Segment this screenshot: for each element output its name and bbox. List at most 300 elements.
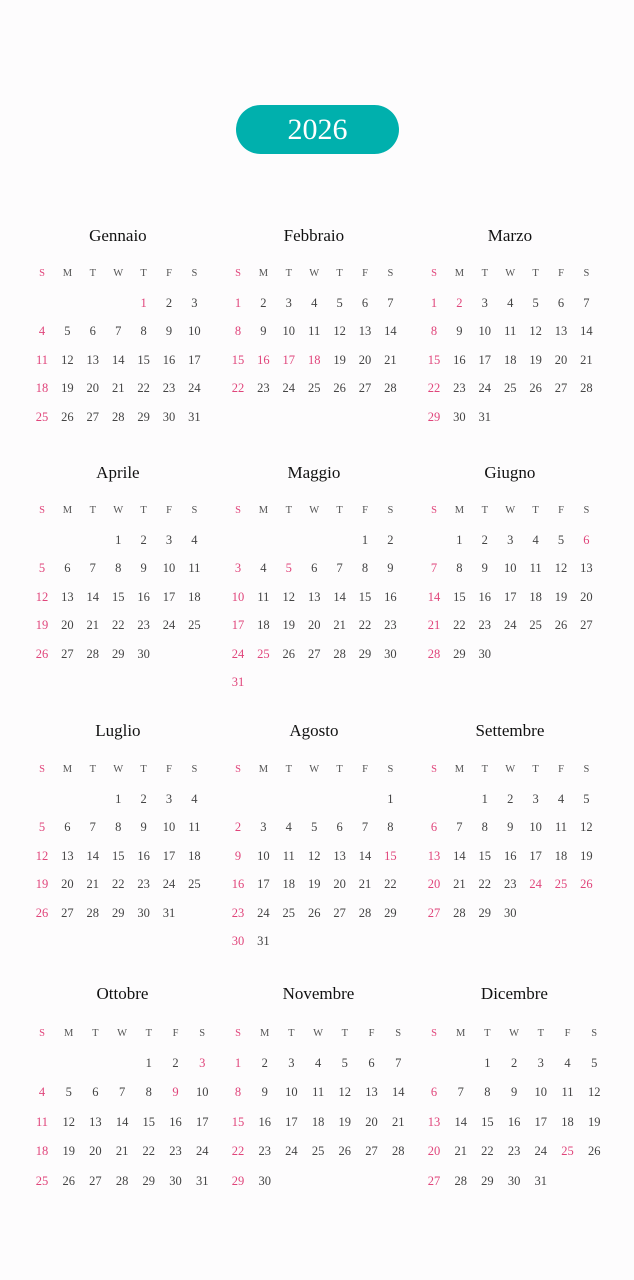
weekday-label: S — [235, 1028, 241, 1039]
day-cell: 6 — [583, 533, 590, 547]
weekday-label: W — [509, 1028, 520, 1039]
day-cell: 23 — [453, 381, 466, 396]
day-cell: 16 — [162, 352, 176, 367]
day-cell: 3 — [481, 296, 488, 310]
day-cell: 25 — [307, 381, 321, 396]
day-cell: 23 — [257, 381, 270, 396]
day-cell: 14 — [454, 1114, 467, 1129]
day-cell: 19 — [554, 589, 568, 604]
day-cell: 17 — [162, 848, 176, 863]
day-cell: 25 — [554, 877, 568, 892]
weekday-label: T — [285, 505, 292, 516]
day-cell: 25 — [35, 409, 49, 424]
day-cell: 18 — [257, 618, 270, 633]
weekday-label: S — [39, 268, 45, 279]
day-cell: 30 — [503, 905, 517, 920]
day-cell: 12 — [61, 352, 74, 367]
day-cell: 30 — [258, 1173, 271, 1188]
day-cell: 4 — [507, 296, 514, 310]
day-cell: 4 — [38, 324, 46, 339]
day-cell: 30 — [478, 646, 492, 661]
weekday-label: M — [260, 1028, 270, 1039]
day-cell: 6 — [336, 820, 343, 835]
day-cell: 20 — [554, 352, 568, 367]
month-title: Novembre — [282, 984, 355, 1003]
day-cell: 23 — [162, 381, 176, 396]
day-cell: 6 — [368, 1056, 375, 1070]
day-cell: 7 — [118, 1085, 126, 1100]
day-cell: 16 — [137, 589, 150, 604]
day-cell: 20 — [307, 618, 321, 633]
day-cell: 28 — [391, 1144, 405, 1159]
day-cell: 29 — [384, 905, 397, 920]
day-cell: 16 — [258, 1114, 271, 1129]
day-cell: 23 — [231, 905, 245, 920]
day-cell: 24 — [231, 646, 245, 661]
day-cell: 9 — [387, 561, 394, 576]
day-cell: 29 — [481, 1173, 494, 1188]
weekday-label: M — [454, 505, 465, 516]
day-cell: 21 — [391, 1114, 405, 1129]
day-cell: 22 — [358, 618, 372, 633]
day-cell: 14 — [333, 589, 346, 604]
weekday-label: T — [285, 764, 292, 775]
weekday-label: M — [258, 268, 269, 279]
day-cell: 27 — [427, 1173, 441, 1188]
day-cell: 7 — [89, 820, 96, 835]
weekday-label: S — [431, 1028, 437, 1039]
weekday-label: S — [387, 764, 394, 775]
day-cell: 25 — [529, 618, 542, 633]
day-cell: 22 — [137, 381, 150, 396]
weekday-label: S — [583, 505, 590, 516]
day-cell: 9 — [510, 1085, 518, 1100]
day-cell: 7 — [430, 561, 438, 576]
weekday-label: S — [235, 764, 241, 775]
day-cell: 25 — [503, 381, 517, 396]
day-cell: 13 — [333, 848, 346, 863]
day-cell: 26 — [35, 646, 49, 661]
day-cell: 25 — [561, 1144, 574, 1159]
day-cell: 11 — [308, 324, 321, 339]
day-cell: 4 — [191, 792, 198, 806]
day-cell: 6 — [311, 561, 318, 576]
day-cell: 16 — [503, 848, 517, 863]
day-cell: 5 — [341, 1056, 348, 1070]
day-cell: 16 — [137, 848, 150, 863]
day-cell: 26 — [282, 646, 296, 661]
day-cell: 5 — [583, 792, 590, 806]
day-cell: 13 — [554, 324, 568, 339]
day-cell: 26 — [587, 1144, 601, 1159]
day-cell: 16 — [507, 1114, 521, 1129]
day-cell: 2 — [261, 1056, 268, 1070]
weekday-label: S — [387, 505, 394, 516]
day-cell: 3 — [260, 820, 267, 835]
day-cell: 7 — [456, 820, 463, 835]
day-cell: 26 — [338, 1144, 352, 1159]
day-cell: 12 — [529, 324, 542, 339]
day-cell: 28 — [384, 381, 397, 396]
day-cell: 5 — [557, 533, 565, 547]
day-cell: 13 — [89, 1114, 102, 1129]
day-cell: 24 — [188, 381, 201, 396]
day-cell: 6 — [64, 820, 71, 835]
day-cell: 21 — [86, 618, 100, 633]
day-cell: 12 — [554, 561, 568, 576]
day-cell: 1 — [484, 1056, 491, 1070]
day-cell: 1 — [234, 1056, 242, 1070]
day-cell: 7 — [457, 1085, 464, 1100]
day-cell: 27 — [61, 905, 74, 920]
day-cell: 8 — [484, 1085, 491, 1100]
day-cell: 27 — [580, 618, 593, 633]
weekday-label: F — [558, 505, 564, 516]
weekday-label: W — [117, 1028, 128, 1039]
weekday-label: T — [140, 268, 147, 279]
day-cell: 13 — [365, 1085, 378, 1100]
day-cell: 7 — [387, 296, 394, 310]
weekday-label: S — [387, 268, 394, 279]
day-cell: 3 — [199, 1056, 206, 1070]
day-cell: 21 — [86, 877, 100, 892]
day-cell: 26 — [333, 381, 346, 396]
day-cell: 2 — [507, 792, 514, 806]
day-cell: 14 — [86, 589, 100, 604]
day-cell: 18 — [35, 1144, 49, 1159]
day-cell: 13 — [307, 589, 321, 604]
day-cell: 5 — [64, 324, 71, 339]
day-cell: 13 — [358, 324, 372, 339]
day-cell: 25 — [188, 877, 201, 892]
weekday-label: T — [336, 764, 343, 775]
day-cell: 30 — [137, 905, 150, 920]
day-cell: 9 — [481, 561, 488, 576]
day-cell: 25 — [188, 618, 201, 633]
weekday-label: M — [454, 764, 465, 775]
day-cell: 28 — [358, 905, 372, 920]
day-cell: 31 — [534, 1173, 548, 1188]
day-cell: 8 — [387, 820, 394, 835]
day-cell: 16 — [453, 352, 466, 367]
weekday-label: T — [336, 505, 343, 516]
day-cell: 1 — [430, 296, 438, 310]
day-cell: 24 — [534, 1144, 548, 1159]
day-cell: 24 — [162, 877, 176, 892]
day-cell: 5 — [65, 1085, 72, 1100]
weekday-label: M — [258, 764, 269, 775]
day-cell: 11 — [188, 561, 201, 576]
day-cell: 6 — [430, 820, 438, 835]
day-cell: 2 — [140, 792, 147, 806]
day-cell: 12 — [338, 1085, 352, 1100]
weekday-label: F — [362, 505, 368, 516]
day-cell: 22 — [481, 1144, 494, 1159]
day-cell: 24 — [503, 618, 517, 633]
day-cell: 10 — [282, 324, 296, 339]
day-cell: 12 — [35, 589, 49, 604]
day-cell: 26 — [307, 905, 321, 920]
day-cell: 30 — [162, 409, 176, 424]
day-cell: 28 — [454, 1173, 467, 1188]
day-cell: 1 — [115, 792, 122, 806]
day-cell: 27 — [89, 1173, 102, 1188]
day-cell: 7 — [89, 561, 96, 576]
day-cell: 28 — [86, 905, 100, 920]
day-cell: 30 — [169, 1173, 182, 1188]
day-cell: 21 — [115, 1144, 129, 1159]
weekday-label: S — [39, 764, 45, 775]
day-cell: 12 — [282, 589, 296, 604]
day-cell: 10 — [529, 820, 542, 835]
day-cell: 19 — [62, 1144, 75, 1159]
day-cell: 19 — [35, 618, 49, 633]
day-cell: 3 — [537, 1056, 544, 1070]
weekday-label: T — [89, 764, 96, 775]
day-cell: 18 — [561, 1114, 574, 1129]
day-cell: 11 — [554, 820, 568, 835]
weekday-label: F — [368, 1028, 375, 1039]
day-cell: 18 — [307, 352, 321, 367]
day-cell: 9 — [456, 324, 463, 339]
day-cell: 30 — [137, 646, 150, 661]
day-cell: 3 — [165, 792, 173, 806]
day-cell: 30 — [231, 934, 245, 948]
weekday-label: F — [166, 764, 172, 775]
day-cell: 11 — [561, 1085, 574, 1100]
day-cell: 26 — [35, 905, 49, 920]
weekday-label: S — [191, 764, 198, 775]
day-cell: 2 — [140, 533, 147, 547]
day-cell: 2 — [172, 1056, 179, 1070]
day-cell: 21 — [358, 877, 372, 892]
day-cell: 25 — [257, 646, 270, 661]
weekday-label: F — [558, 764, 564, 775]
day-cell: 4 — [557, 792, 565, 806]
day-cell: 24 — [257, 905, 270, 920]
day-cell: 30 — [507, 1173, 521, 1188]
day-cell: 13 — [61, 589, 74, 604]
day-cell: 1 — [234, 296, 242, 310]
day-cell: 10 — [195, 1085, 209, 1100]
day-cell: 17 — [285, 1114, 298, 1129]
day-cell: 20 — [61, 877, 74, 892]
month-title: Febbraio — [283, 226, 345, 245]
day-cell: 4 — [191, 533, 198, 547]
day-cell: 10 — [285, 1085, 298, 1100]
day-cell: 29 — [427, 409, 441, 424]
day-cell: 29 — [111, 905, 125, 920]
day-cell: 23 — [507, 1144, 521, 1159]
weekday-label: F — [166, 268, 172, 279]
day-cell: 28 — [453, 905, 466, 920]
day-cell: 26 — [554, 618, 568, 633]
day-cell: 8 — [430, 324, 438, 339]
day-cell: 30 — [453, 409, 466, 424]
day-cell: 31 — [162, 905, 176, 920]
day-cell: 7 — [115, 324, 122, 339]
month-title: Settembre — [475, 721, 545, 740]
day-cell: 28 — [580, 381, 593, 396]
day-cell: 24 — [478, 381, 492, 396]
day-cell: 21 — [111, 381, 125, 396]
day-cell: 9 — [261, 1085, 268, 1100]
day-cell: 8 — [140, 324, 147, 339]
day-cell: 17 — [162, 589, 176, 604]
day-cell: 24 — [282, 381, 296, 396]
weekday-label: T — [532, 505, 539, 516]
day-cell: 13 — [580, 561, 593, 576]
day-cell: 18 — [188, 848, 201, 863]
day-cell: 27 — [333, 905, 346, 920]
day-cell: 23 — [258, 1144, 271, 1159]
weekday-label: W — [113, 764, 124, 775]
day-cell: 2 — [387, 533, 394, 547]
day-cell: 23 — [169, 1144, 182, 1159]
day-cell: 5 — [38, 820, 46, 835]
weekday-label: T — [481, 268, 488, 279]
day-cell: 23 — [478, 618, 492, 633]
weekday-label: M — [62, 268, 73, 279]
day-cell: 8 — [234, 324, 242, 339]
day-cell: 12 — [580, 820, 593, 835]
day-cell: 20 — [86, 381, 100, 396]
day-cell: 15 — [137, 352, 150, 367]
day-cell: 17 — [503, 589, 517, 604]
day-cell: 7 — [336, 561, 343, 576]
day-cell: 1 — [456, 533, 463, 547]
day-cell: 13 — [427, 848, 441, 863]
day-cell: 22 — [142, 1144, 156, 1159]
day-cell: 21 — [427, 618, 441, 633]
month-title: Marzo — [487, 226, 533, 245]
day-cell: 3 — [288, 1056, 295, 1070]
day-cell: 3 — [191, 296, 198, 310]
day-cell: 12 — [62, 1114, 75, 1129]
weekday-label: T — [484, 1028, 491, 1039]
day-cell: 4 — [314, 1056, 322, 1070]
day-cell: 2 — [481, 533, 488, 547]
day-cell: 8 — [456, 561, 463, 576]
day-cell: 18 — [282, 877, 296, 892]
day-cell: 12 — [333, 324, 346, 339]
weekday-label: T — [285, 268, 292, 279]
day-cell: 6 — [430, 1085, 438, 1100]
weekday-label: S — [39, 1028, 45, 1039]
day-cell: 25 — [311, 1144, 325, 1159]
day-cell: 20 — [365, 1114, 378, 1129]
day-cell: 31 — [188, 409, 201, 424]
day-cell: 22 — [111, 877, 125, 892]
day-cell: 30 — [384, 646, 397, 661]
day-cell: 22 — [427, 381, 441, 396]
day-cell: 8 — [145, 1085, 152, 1100]
day-cell: 22 — [231, 1144, 245, 1159]
weekday-label: T — [89, 268, 96, 279]
day-cell: 6 — [89, 324, 96, 339]
day-cell: 20 — [427, 877, 441, 892]
day-cell: 19 — [307, 877, 321, 892]
day-cell: 1 — [481, 792, 488, 806]
day-cell: 14 — [86, 848, 100, 863]
weekday-label: T — [140, 505, 147, 516]
day-cell: 15 — [231, 1114, 245, 1129]
day-cell: 24 — [285, 1144, 298, 1159]
weekday-label: F — [362, 764, 368, 775]
day-cell: 9 — [507, 820, 514, 835]
weekday-label: W — [113, 268, 124, 279]
day-cell: 9 — [140, 561, 147, 576]
day-cell: 21 — [580, 352, 593, 367]
day-cell: 29 — [478, 905, 492, 920]
day-cell: 23 — [137, 877, 150, 892]
day-cell: 31 — [195, 1173, 209, 1188]
day-cell: 17 — [282, 352, 296, 367]
weekday-label: M — [456, 1028, 466, 1039]
day-cell: 26 — [62, 1173, 75, 1188]
day-cell: 21 — [454, 1144, 467, 1159]
day-cell: 15 — [481, 1114, 494, 1129]
day-cell: 16 — [169, 1114, 182, 1129]
weekday-label: M — [62, 764, 73, 775]
month-title: Luglio — [95, 721, 141, 740]
weekday-label: S — [199, 1028, 206, 1039]
day-cell: 15 — [358, 589, 372, 604]
weekday-label: F — [564, 1028, 571, 1039]
day-cell: 14 — [427, 589, 441, 604]
day-cell: 10 — [231, 589, 245, 604]
day-cell: 3 — [285, 296, 292, 310]
day-cell: 6 — [92, 1085, 99, 1100]
day-cell: 18 — [503, 352, 517, 367]
weekday-label: S — [431, 505, 437, 516]
weekday-label: F — [362, 268, 368, 279]
weekday-label: W — [113, 505, 124, 516]
day-cell: 25 — [35, 1173, 49, 1188]
day-cell: 17 — [188, 352, 201, 367]
day-cell: 15 — [453, 589, 466, 604]
day-cell: 11 — [529, 561, 542, 576]
day-cell: 4 — [260, 561, 267, 576]
day-cell: 11 — [35, 352, 49, 367]
weekday-label: T — [89, 505, 96, 516]
day-cell: 9 — [260, 324, 267, 339]
day-cell: 28 — [86, 646, 100, 661]
day-cell: 18 — [529, 589, 542, 604]
day-cell: 1 — [145, 1056, 152, 1070]
day-cell: 23 — [503, 877, 517, 892]
weekday-label: S — [431, 268, 437, 279]
day-cell: 28 — [427, 646, 441, 661]
day-cell: 17 — [534, 1114, 548, 1129]
weekday-label: F — [172, 1028, 179, 1039]
day-cell: 28 — [115, 1173, 129, 1188]
day-cell: 19 — [61, 381, 74, 396]
month-title: Ottobre — [96, 984, 149, 1003]
day-cell: 10 — [534, 1085, 548, 1100]
day-cell: 15 — [384, 848, 397, 863]
day-cell: 15 — [231, 352, 245, 367]
day-cell: 11 — [312, 1085, 325, 1100]
day-cell: 10 — [257, 848, 270, 863]
day-cell: 17 — [529, 848, 542, 863]
day-cell: 12 — [587, 1085, 601, 1100]
weekday-label: M — [454, 268, 465, 279]
day-cell: 5 — [591, 1056, 598, 1070]
day-cell: 18 — [311, 1114, 325, 1129]
weekday-label: S — [235, 268, 241, 279]
day-cell: 19 — [338, 1114, 352, 1129]
